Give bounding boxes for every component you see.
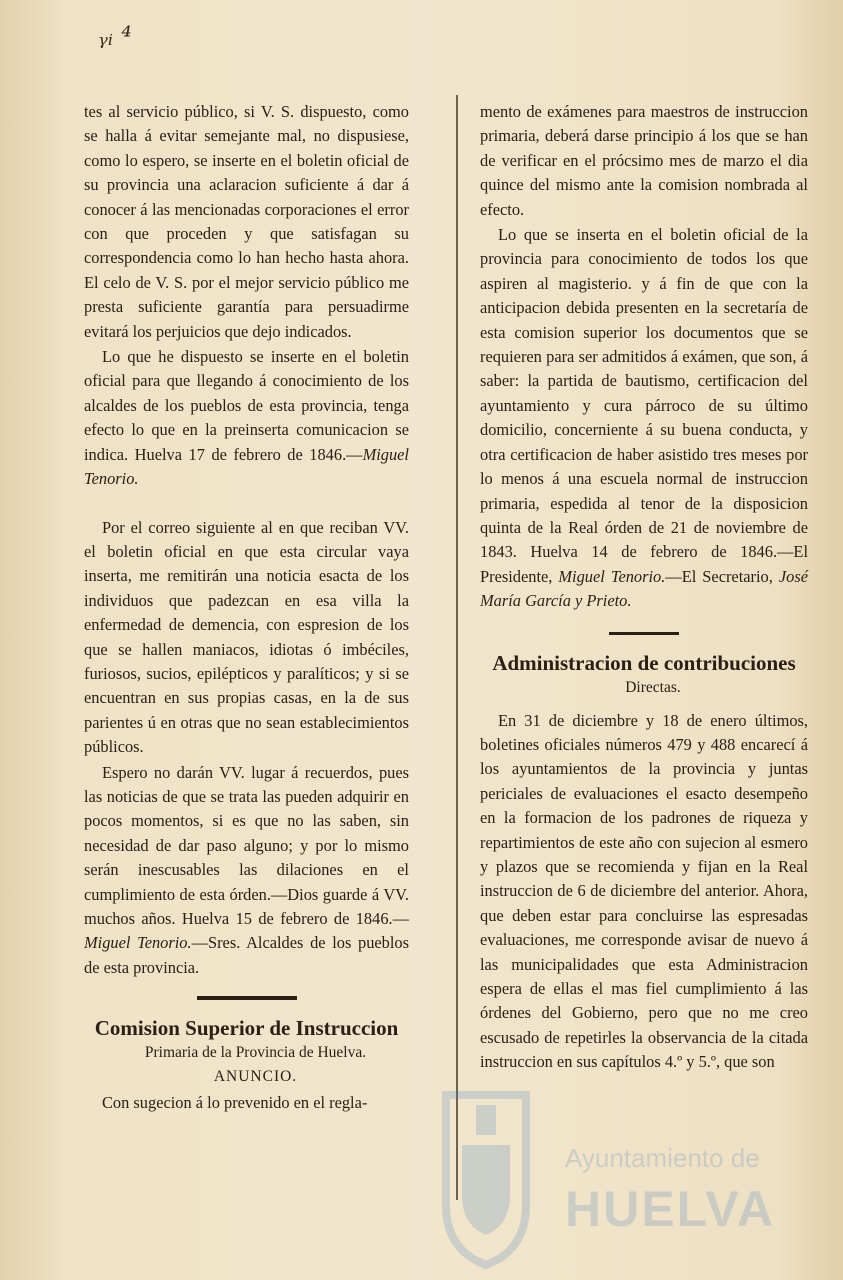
margin-ink-mark: ᵧᵢ ⁴ bbox=[98, 22, 132, 52]
left-paragraph-2-signature: Miguel Tenorio. bbox=[84, 444, 409, 489]
right-column bbox=[480, 100, 808, 1075]
section-rule-left bbox=[197, 996, 297, 1000]
watermark-line-1: Ayuntamiento de bbox=[565, 1143, 760, 1173]
subheading-instruccion: Primaria de la Provincia de Huelva. bbox=[144, 1044, 367, 1062]
anuncio-label: ANUNCIO. bbox=[213, 1068, 298, 1086]
archive-watermark bbox=[440, 1085, 820, 1275]
left-column bbox=[84, 100, 409, 1115]
left-paragraph-1: tes al servicio público, si V. S. dispuesto, como se halla á evitar semejante mal, no dispusiese, como lo espero, se inserte en el boletin oficial de su provincia una aclaracion suficiente á dar á conocer á las mencionadas corporaciones el error con que proceden y que satisfagan su correspondencia como lo han hecho hasta ahora. El celo de V. S. por el mejor servicio público me presta suficiente garantía para persuadirme evitará los perjuicios que dejo indicados. bbox=[84, 102, 409, 341]
left-paragraph-4-text: Espero no darán VV. lugar á recuerdos, pues las noticias de que se trata las pueden adquirir en pocos momentos, si es que no las saben, sin necesidad de dar paso alguno; y por lo mismo serán inescusables las dilaciones en el cumplimiento de esta órden.—Dios guarde á VV. muchos años. Huelva 15 de febrero de 1846.— bbox=[84, 762, 409, 928]
subheading-contribuciones: Directas. bbox=[625, 678, 681, 696]
section-gap bbox=[84, 492, 409, 516]
left-paragraph-5: Con sugecion á lo prevenido en el regla- bbox=[102, 1092, 368, 1112]
left-paragraph-4-end: —Sres. Alcaldes de los pueblos de esta provincia. bbox=[84, 933, 409, 977]
left-paragraph-4 bbox=[84, 761, 409, 981]
right-paragraph-2-mid: —El Secretario, bbox=[665, 566, 773, 586]
shield-icon bbox=[440, 1085, 532, 1270]
right-paragraph-3: En 31 de diciembre y 18 de enero últimos, boletines oficiales números 479 y 488 encarecí á los ayuntamientos de la provincia y juntas periciales de evaluaciones el esacto desempeño en la formacion de los padrones de riqueza y repartimientos de este año con sujecion al esmero y plazos que se recomienda y fijan en la Real instruccion de 6 de diciembre del anterior. Ahora, que deben estar para concluirse las espresadas evaluaciones, me corresponde avisar de nuevo á las municipalidades que esta Administracion espera de ellas el mas fiel cumplimiento á las órdenes del Gobierno, pero que no me creo escusado de repetirles la observancia de la citada instruccion en sus capítulos 4.º y 5.º, que son bbox=[480, 710, 808, 1072]
right-paragraph-2-president: Miguel Tenorio. bbox=[558, 566, 666, 586]
left-paragraph-4-signature: Miguel Tenorio. bbox=[84, 933, 192, 953]
left-paragraph-3: Por el correo siguiente al en que reciban VV. el boletin oficial en que esta circular vaya inserta, me remitirán una noticia esacta de los individuos que padezcan en esa villa la enfermedad de demencia, con espresion de los que se hallen maniacos, idiotas ó imbéciles, furiosos, sucios, epilépticos y paralíticos; y si se encuentran en sus propias casas, en la de sus parientes ú en otras que no sean establecimientos públicos. bbox=[84, 517, 409, 757]
right-paragraph-2-secretary: José María García y Prieto. bbox=[480, 566, 808, 611]
column-divider bbox=[456, 95, 458, 1200]
section-rule-right bbox=[609, 632, 679, 635]
right-paragraph-1: mento de exámenes para maestros de instruccion primaria, deberá darse principio á los que se han de verificar en el prócsimo mes de marzo el dia quince del mismo ante la comision nombrada al efecto. bbox=[480, 102, 808, 219]
right-paragraph-2 bbox=[480, 223, 808, 614]
spacer bbox=[480, 699, 808, 709]
left-paragraph-2-text: Lo que he dispuesto se inserte en el boletin oficial para que llegando á conocimiento de los alcaldes de los pueblos de esta provincia, tenga efecto lo que en la preinserta comunicacion se indica. Huelva 17 de febrero de 1846.— bbox=[84, 347, 409, 464]
right-paragraph-2-text: Lo que se inserta en el boletin oficial de la provincia para conocimiento de todos los que aspiren al magisterio. y á fin de que con la anticipacion debida presenten en la secretaría de esta comision superior los documentos que se requieren para ser admitidos á exámen, que son, á saber: la partida de bautismo, certificacion del ayuntamiento y cura párroco de su último domicilio, concerniente á su buena conducta, y otra certificacion de haber asistido tres meses por lo menos á una escuela normal de instruccion primaria, espedida al tenor de la disposicion quinta de la Real órden de 21 de noviembre de 1843. Huelva 14 de febrero de 1846.—El Presidente, bbox=[480, 225, 808, 586]
heading-instruccion: Comision Superior de Instruccion bbox=[94, 1016, 399, 1041]
left-paragraph-2 bbox=[84, 345, 409, 491]
watermark-line-2: HUELVA bbox=[565, 1181, 776, 1237]
heading-contribuciones: Administracion de contribuciones bbox=[492, 650, 796, 675]
